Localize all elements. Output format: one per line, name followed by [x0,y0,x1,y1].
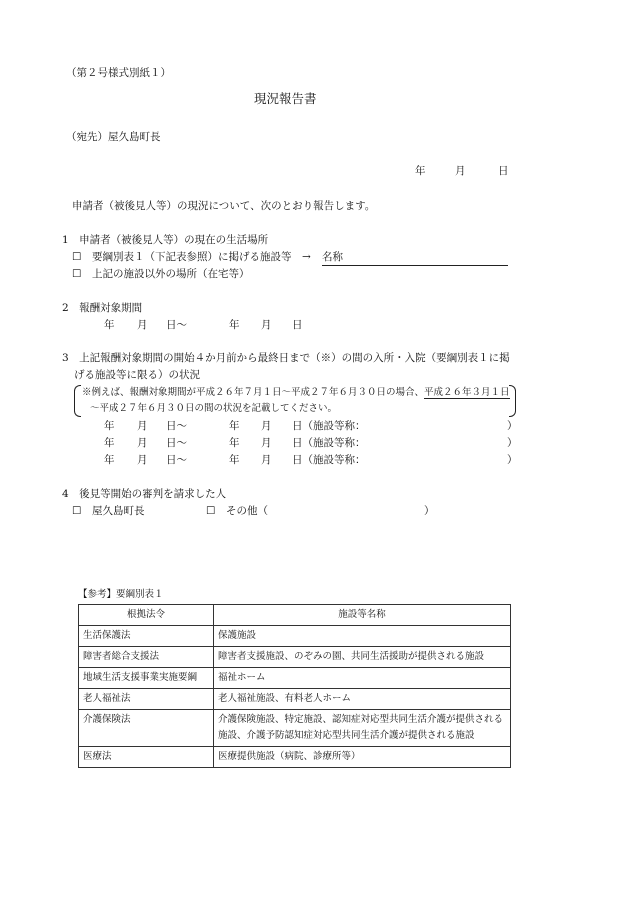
table-row [79,689,511,710]
date-month: 月 [455,165,466,177]
note-bracket-left [74,385,81,417]
section1-checkbox-home[interactable]: ☐ [72,268,82,280]
stay3-close-paren: ） [507,454,518,466]
note-bracket-right [509,385,516,417]
table-row [79,668,511,689]
reference-table [78,604,511,768]
reference-caption: 【参考】要綱別表１ [78,589,164,600]
stay2-start-day: 日～ [166,437,187,449]
note-line2: ～平成２７年６月３０日の間の状況を記載してください。 [90,403,338,414]
stay2-start-month: 月 [137,437,148,449]
stay1-end-year: 年 [229,420,240,432]
section1-option-facility: 要綱別表１（下記表参照）に掲げる施設等 → [92,251,311,263]
section4-heading: 4 後見等開始の審判を請求した人 [62,488,227,500]
facility-name-field[interactable] [322,252,508,266]
law-cell: 老人福祉法 [79,689,214,710]
header-law: 根拠法令 [79,605,214,626]
stay2-start-year: 年 [104,437,115,449]
facility-cell: 障害者支援施設、のぞみの園、共同生活援助が提供される施設 [214,647,511,668]
stay3-facility-label: 日（施設等称： [292,454,366,466]
section1-option-home: 上記の施設以外の場所（在宅等） [92,268,250,280]
section1-checkbox-facility[interactable]: ☐ [72,251,82,263]
period-end-month: 月 [261,319,272,331]
section4-option-mayor: 屋久島町長 [92,505,145,517]
period-start-month: 月 [137,319,148,331]
addressee: （宛先）屋久島町長 [66,131,161,143]
header-facility: 施設等名称 [214,605,511,626]
law-cell: 医療法 [79,747,214,768]
note-underlined-date: 平成２６年３月１日 [424,387,510,398]
stay1-close-paren: ） [507,420,518,432]
law-cell: 障害者総合支援法 [79,647,214,668]
section3-heading: 3 上記報酬対象期間の開始４か月前から最終日まで（※）の間の入所・入院（要綱別表１に掲 [62,352,510,364]
section2-heading: 2 報酬対象期間 [62,302,143,314]
stay2-close-paren: ） [507,437,518,449]
stay3-start-year: 年 [104,454,115,466]
stay2-end-month: 月 [261,437,272,449]
period-start-day: 日～ [166,319,187,331]
facility-cell: 介護保険施設、特定施設、認知症対応型共同生活介護が提供される施設、介護予防認知症対応型共同生活介護が提供される施設 [214,710,511,747]
period-end-year: 年 [229,319,240,331]
section1-heading: 1 申請者（被後見人等）の現在の生活場所 [62,234,269,246]
stay2-facility-label: 日（施設等称： [292,437,366,449]
intro-text: 申請者（被後見人等）の現況について、次のとおり報告します。 [72,200,376,212]
page-title: 現況報告書 [254,91,317,106]
facility-name-label: 名称 [322,251,343,263]
section4-option-other: その他（ [226,505,268,517]
note-line1 [82,388,510,398]
stay1-start-month: 月 [137,420,148,432]
note-text: ※例えば、報酬対象期間が平成２６年７月１日～平成２７年６月３０日の場合、 [82,387,425,398]
stay1-end-month: 月 [261,420,272,432]
table-header-row [79,605,511,626]
law-cell: 地域生活支援事業実施要綱 [79,668,214,689]
section3-heading-cont: げる施設等に限る）の状況 [74,369,200,381]
date-year: 年 [415,165,426,177]
section4-checkbox-mayor[interactable]: ☐ [72,505,82,517]
stay3-end-month: 月 [261,454,272,466]
stay3-start-month: 月 [137,454,148,466]
stay1-start-year: 年 [104,420,115,432]
facility-cell: 医療提供施設（病院、診療所等） [214,747,511,768]
table-row [79,710,511,747]
stay1-start-day: 日～ [166,420,187,432]
law-cell: 介護保険法 [79,710,214,747]
stay3-end-year: 年 [229,454,240,466]
period-end-day: 日 [292,319,303,331]
section4-close-paren: ） [424,505,435,517]
section4-checkbox-other[interactable]: ☐ [206,505,216,517]
stay1-facility-label: 日（施設等称： [292,420,366,432]
stay3-start-day: 日～ [166,454,187,466]
facility-cell: 老人福祉施設、有料老人ホーム [214,689,511,710]
stay2-end-year: 年 [229,437,240,449]
form-id: （第２号様式別紙１） [66,67,171,79]
date-day: 日 [498,165,509,177]
period-start-year: 年 [104,319,115,331]
facility-cell: 保護施設 [214,626,511,647]
facility-cell: 福祉ホーム [214,668,511,689]
table-row [79,647,511,668]
table-row [79,626,511,647]
law-cell: 生活保護法 [79,626,214,647]
table-row [79,747,511,768]
